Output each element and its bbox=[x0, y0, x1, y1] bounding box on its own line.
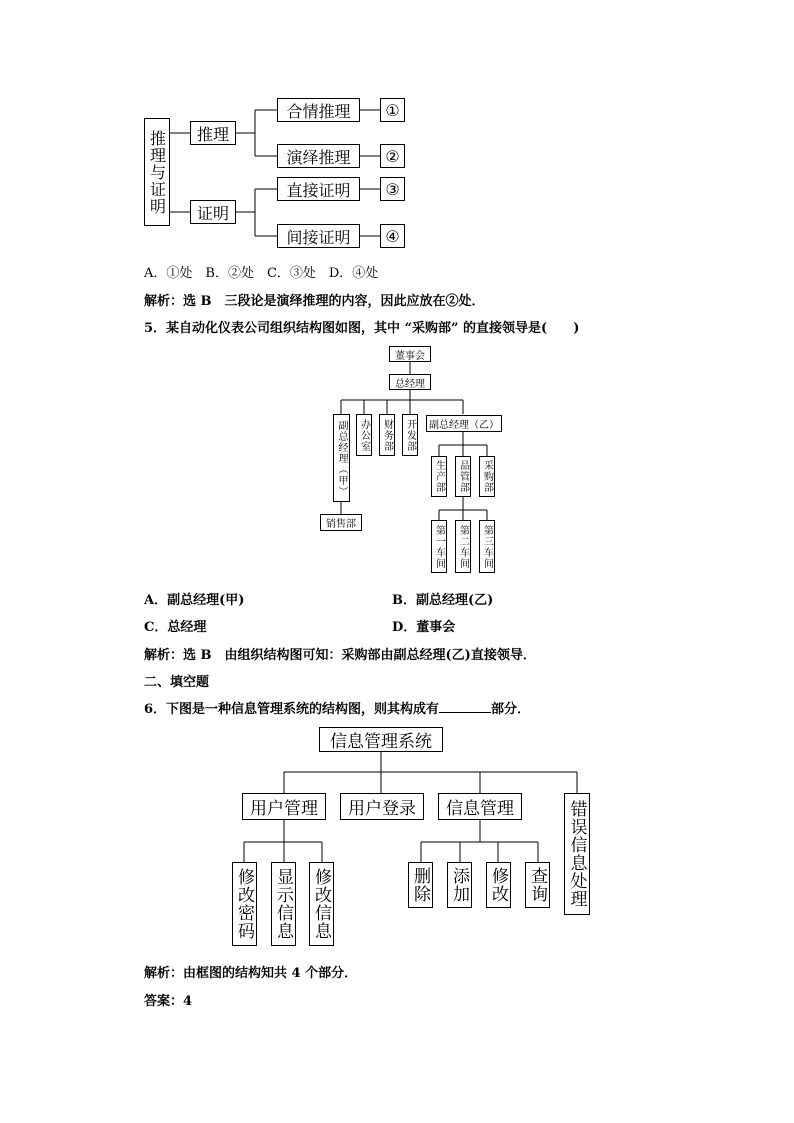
q6-question-post: 部分． bbox=[491, 702, 531, 717]
mark-box-1: ① bbox=[380, 98, 405, 122]
sys-box-add: 添加 bbox=[447, 862, 472, 908]
mark-box-2: ② bbox=[380, 144, 405, 168]
sys-box-error-handling: 错误信息处理 bbox=[564, 793, 590, 915]
mark-box-4: ④ bbox=[380, 224, 405, 248]
sys-box-show-info: 显示信息 bbox=[271, 862, 296, 946]
org-box-board: 董事会 bbox=[389, 346, 431, 362]
q6-question-pre: 6．下图是一种信息管理系统的结构图，则其构成有 bbox=[144, 702, 440, 717]
org-box-vp-b: 副总经理（乙） bbox=[426, 415, 502, 432]
org-box-finance: 财务部 bbox=[379, 414, 395, 456]
root-box-reasoning-proof: 推理与证明 bbox=[144, 118, 170, 226]
sys-box-user-login: 用户登录 bbox=[340, 793, 424, 820]
section-heading-fill-in: 二、填空题 bbox=[144, 675, 210, 690]
q5-question: 5．某自动化仪表公司组织结构图如图，其中 “采购部” 的直接领导是( ) bbox=[144, 321, 580, 336]
org-box-general-manager: 总经理 bbox=[389, 374, 431, 390]
org-box-purchasing: 采购部 bbox=[479, 456, 495, 497]
sys-box-info-mgmt: 信息管理 bbox=[438, 793, 522, 820]
sys-box-change-password: 修改密码 bbox=[232, 862, 257, 946]
sys-box-user-mgmt: 用户管理 bbox=[242, 793, 326, 820]
org-box-workshop-3: 第三车间 bbox=[479, 520, 495, 573]
leaf-box-plausible-reasoning: 合情推理 bbox=[277, 98, 360, 122]
org-box-quality: 品管部 bbox=[455, 456, 471, 497]
org-box-dev: 开发部 bbox=[402, 414, 418, 456]
q5-option-b: B．副总经理(乙) bbox=[392, 593, 494, 608]
sys-box-delete: 删除 bbox=[408, 862, 433, 908]
q5-option-c: C．总经理 bbox=[144, 620, 207, 635]
q4-analysis: 解析：选 B 三段论是演绎推理的内容，因此应放在②处． bbox=[144, 294, 485, 309]
leaf-box-deductive-reasoning: 演绎推理 bbox=[277, 144, 360, 168]
branch-box-reasoning: 推理 bbox=[190, 121, 236, 145]
q6-question bbox=[144, 698, 530, 717]
sys-box-edit-info: 修改信息 bbox=[309, 862, 334, 946]
org-box-sales: 销售部 bbox=[320, 514, 362, 531]
q4-options: A．①处 B．②处 C．③处 D．④处 bbox=[144, 266, 379, 281]
leaf-box-indirect-proof: 间接证明 bbox=[277, 224, 360, 248]
q5-analysis: 解析：选 B 由组织结构图可知：采购部由副总经理(乙)直接领导． bbox=[144, 648, 536, 663]
org-box-production: 生产部 bbox=[431, 456, 447, 497]
q5-option-d: D．董事会 bbox=[392, 620, 456, 635]
org-box-workshop-1: 第一车间 bbox=[431, 520, 447, 573]
sys-box-modify: 修改 bbox=[486, 862, 511, 908]
answer-blank[interactable] bbox=[439, 700, 491, 713]
leaf-box-direct-proof: 直接证明 bbox=[277, 177, 360, 201]
branch-box-proof: 证明 bbox=[190, 200, 236, 224]
q6-answer: 答案：4 bbox=[144, 994, 193, 1009]
q6-analysis: 解析：由框图的结构知共 4 个部分． bbox=[144, 966, 358, 981]
mark-box-3: ③ bbox=[380, 177, 405, 201]
org-box-office: 办公室 bbox=[356, 414, 372, 456]
q5-option-a: A．副总经理(甲) bbox=[144, 593, 245, 608]
sys-box-query: 查询 bbox=[525, 862, 550, 908]
sys-box-root: 信息管理系统 bbox=[319, 727, 443, 752]
org-box-workshop-2: 第二车间 bbox=[455, 520, 471, 573]
org-box-vp-a: 副总经理（甲） bbox=[333, 414, 350, 502]
